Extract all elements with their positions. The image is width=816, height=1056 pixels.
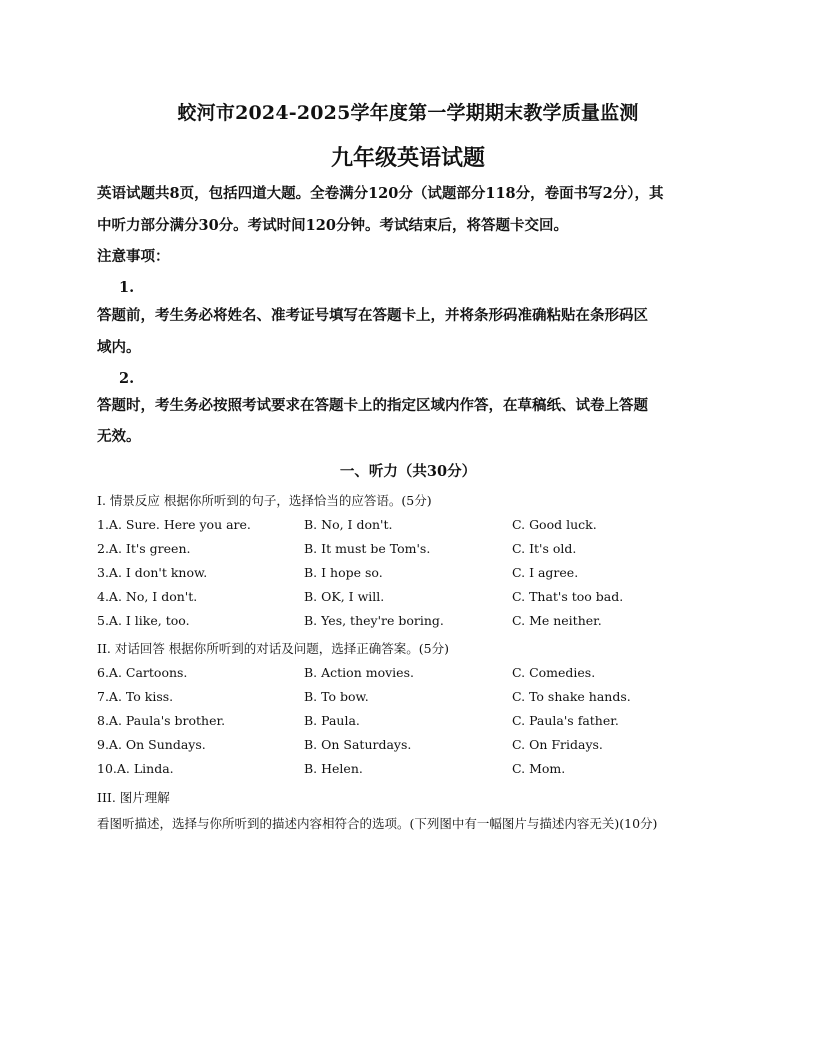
option-a: 2.A. It's green.	[97, 541, 191, 556]
question-row	[97, 541, 737, 557]
note-item-2-line-2: 无效。	[97, 428, 141, 445]
option-a: 9.A. On Sundays.	[97, 737, 206, 752]
part-3-instruction: 看图听描述，选择与你所听到的描述内容相符合的选项。(下列图中有一幅图片与描述内容无关)(10分)	[97, 816, 658, 831]
intro-line-2: 中听力部分满分30分。考试时间120分钟。考试结束后，将答题卡交回。	[97, 217, 568, 234]
question-row	[97, 665, 737, 681]
question-row	[97, 517, 737, 533]
option-a: 1.A. Sure. Here you are.	[97, 517, 251, 532]
option-a: 8.A. Paula's brother.	[97, 713, 226, 728]
option-b: B. To bow.	[304, 689, 369, 704]
note-item-2-number: 2.	[119, 370, 135, 387]
option-a: 4.A. No, I don't.	[97, 589, 198, 604]
question-row	[97, 737, 737, 753]
option-b: B. No, I don't.	[304, 517, 393, 532]
exam-title: 蛟河市2024-2025学年度第一学期期末教学质量监测	[177, 102, 639, 124]
question-row	[97, 565, 737, 581]
note-item-1-number: 1.	[119, 279, 135, 296]
option-c: C. Comedies.	[512, 665, 596, 680]
note-item-1-line-2: 域内。	[97, 339, 141, 356]
intro-line-1: 英语试题共8页，包括四道大题。全卷满分120分（试题部分118分，卷面书写2分），其	[97, 185, 664, 202]
option-b: B. Yes, they're boring.	[304, 613, 444, 628]
option-b: B. OK, I will.	[304, 589, 385, 604]
question-row	[97, 589, 737, 605]
option-c: C. To shake hands.	[512, 689, 631, 704]
option-b: B. I hope so.	[304, 565, 383, 580]
question-row	[97, 613, 737, 629]
option-c: C. Mom.	[512, 761, 566, 776]
option-a: 7.A. To kiss.	[97, 689, 174, 704]
option-b: B. Paula.	[304, 713, 360, 728]
part-2-heading: II. 对话回答 根据你所听到的对话及问题，选择正确答案。(5分)	[97, 641, 450, 656]
option-c: C. Me neither.	[512, 613, 602, 628]
option-c: C. Paula's father.	[512, 713, 619, 728]
option-a: 5.A. I like, too.	[97, 613, 190, 628]
option-c: C. I agree.	[512, 565, 579, 580]
option-b: B. On Saturdays.	[304, 737, 412, 752]
option-b: B. It must be Tom's.	[304, 541, 431, 556]
option-a: 3.A. I don't know.	[97, 565, 208, 580]
option-c: C. On Fridays.	[512, 737, 603, 752]
option-b: B. Helen.	[304, 761, 363, 776]
question-row	[97, 761, 737, 777]
option-a: 6.A. Cartoons.	[97, 665, 188, 680]
part-1-heading: I. 情景反应 根据你所听到的句子，选择恰当的应答语。(5分)	[97, 493, 432, 508]
note-item-1-line-1: 答题前，考生务必将姓名、准考证号填写在答题卡上，并将条形码准确粘贴在条形码区	[97, 307, 648, 324]
option-a: 10.A. Linda.	[97, 761, 174, 776]
notes-heading: 注意事项：	[97, 248, 170, 265]
note-item-2-line-1: 答题时，考生务必按照考试要求在答题卡上的指定区域内作答，在草稿纸、试卷上答题	[97, 397, 648, 414]
section-1-title: 一、听力（共30分）	[339, 463, 477, 480]
question-row	[97, 713, 737, 729]
exam-subtitle: 九年级英语试题	[330, 145, 485, 171]
option-c: C. It's old.	[512, 541, 577, 556]
part-3-heading: III. 图片理解	[97, 790, 170, 805]
option-c: C. That's too bad.	[512, 589, 624, 604]
question-row	[97, 689, 737, 705]
option-b: B. Action movies.	[304, 665, 414, 680]
option-c: C. Good luck.	[512, 517, 597, 532]
